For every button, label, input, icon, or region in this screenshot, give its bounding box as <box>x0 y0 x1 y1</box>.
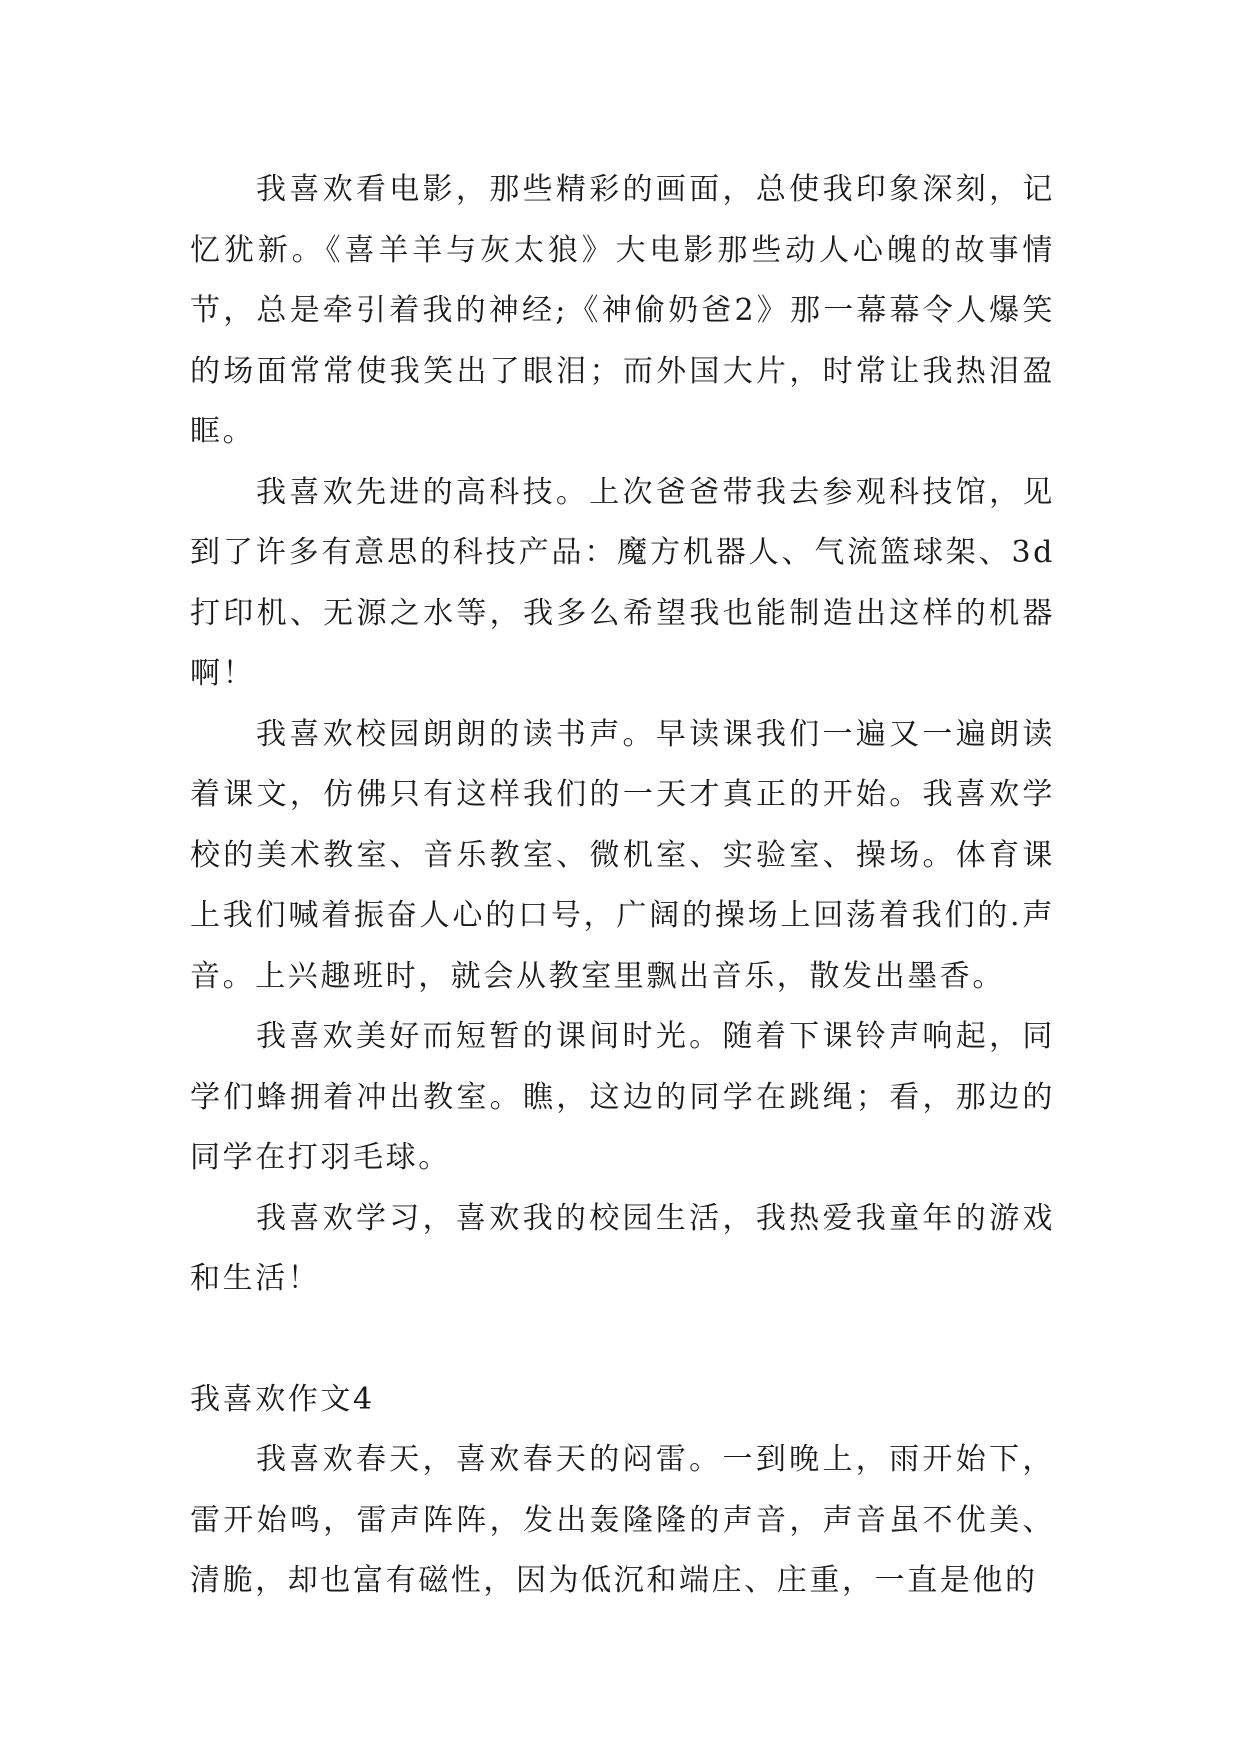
paragraph-school-life: 我喜欢学习，喜欢我的校园生活，我热爱我童年的游戏和生活！ <box>190 1200 1055 1296</box>
paragraph-recess: 我喜欢美好而短暂的课间时光。随着下课铃声响起，同学们蜂拥着冲出教室。瞧，这边的同学在跳绳；看，那边的同学在打羽毛球。 <box>190 1019 1055 1175</box>
paragraph-technology: 我喜欢先进的高科技。上次爸爸带我去参观科技馆，见到了许多有意思的科技产品：魔方机器人、气流篮球架、3d打印机、无源之水等，我多么希望我也能制造出这样的机器啊！ <box>190 474 1055 691</box>
paragraph-movies: 我喜欢看电影，那些精彩的画面，总使我印象深刻，记忆犹新。《喜羊羊与灰太狼》大电影那些动人心魄的故事情节，总是牵引着我的神经;《神偷奶爸2》那一幕幕令人爆笑的场面常常使我笑出了眼泪；而外国大片，时常让我热泪盈眶。 <box>190 172 1055 449</box>
section-heading: 我喜欢作文4 <box>190 1381 375 1417</box>
paragraph-reading: 我喜欢校园朗朗的读书声。早读课我们一遍又一遍朗读着课文，仿佛只有这样我们的一天才真正的开始。我喜欢学校的美术教室、音乐教室、微机室、实验室、操场。体育课上我们喊着振奋人心的口号，广阔的操场上回荡着我们的.声音。上兴趣班时，就会从教室里飘出音乐，散发出墨香。 <box>190 716 1055 994</box>
document-body <box>190 160 1055 1612</box>
paragraph-spring: 我喜欢春天，喜欢春天的闷雷。一到晚上，雨开始下，雷开始鸣，雷声阵阵，发出轰隆隆的声音，声音虽不优美、清脆，却也富有磁性，因为低沉和端庄、庄重，一直是他的 <box>190 1442 1055 1598</box>
